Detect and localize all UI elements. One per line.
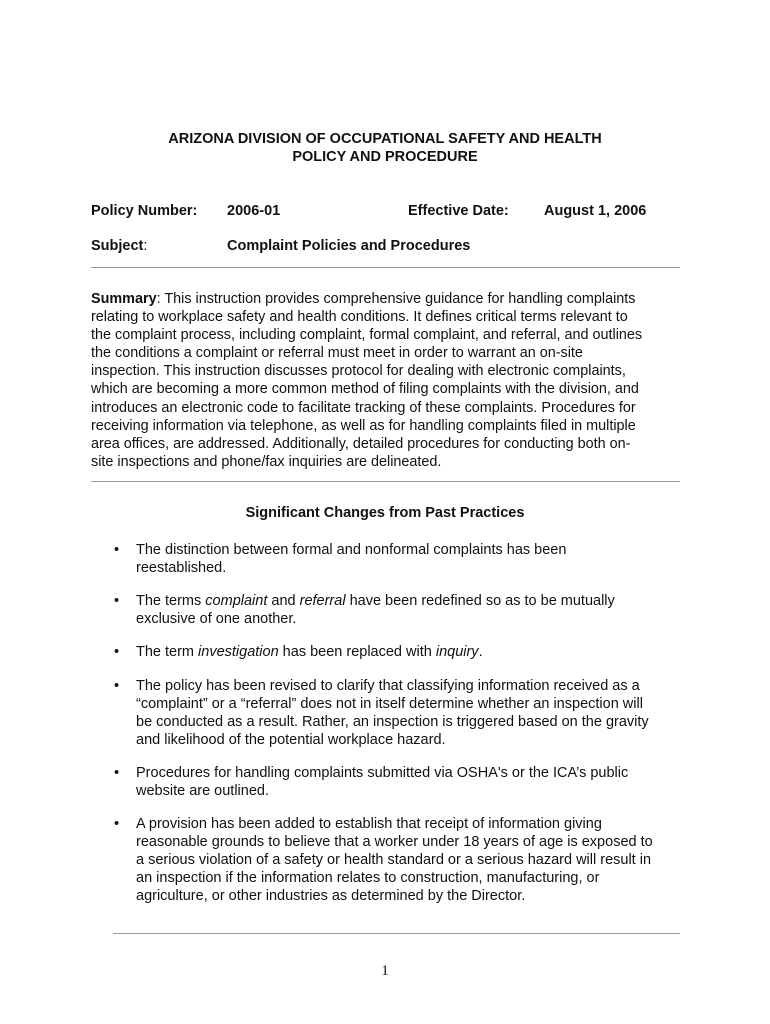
bullet-marker: •	[114, 593, 120, 609]
italic-term-referral: referral	[299, 593, 346, 609]
bullet-line: A provision has been added to establish that receipt of information giving	[136, 816, 602, 832]
subject-label	[91, 237, 147, 255]
bullet-item-policy-revised	[136, 677, 649, 749]
bullet-line	[136, 643, 483, 661]
text-fragment: .	[478, 644, 483, 660]
summary-line: receiving information via telephone, as well as for handling complaints filed in multiple	[91, 417, 636, 434]
bullet-marker: •	[114, 816, 120, 832]
bullet-line: agriculture, or other industries as determined by the Director.	[136, 888, 526, 905]
policy-number-value: 2006-01	[227, 203, 281, 219]
bullet-marker: •	[114, 542, 120, 558]
text-fragment: and	[267, 593, 300, 609]
effective-date-value: August 1, 2006	[544, 203, 647, 219]
summary-divider	[91, 481, 680, 482]
text-fragment: The terms	[136, 593, 206, 609]
bullet-item-website-procedures	[136, 764, 628, 800]
bullet-line: reestablished.	[136, 560, 227, 577]
summary-line: relating to workplace safety and health conditions. It defines critical terms relevant to	[91, 309, 628, 326]
bullet-item-formal-complaints	[136, 541, 566, 577]
text-fragment: The term	[136, 644, 199, 660]
bullet-line: exclusive of one another.	[136, 611, 297, 628]
text-fragment: have been redefined so as to be mutually	[345, 593, 615, 609]
bullet-line: a serious violation of a safety or health standard or a serious hazard will result in	[136, 852, 652, 869]
summary-first-line-text: : This instruction provides comprehensive guidance for handling complaints	[156, 291, 636, 307]
summary-line: introduces an electronic code to facilitate tracking of these complaints. Procedures for	[91, 399, 636, 416]
bullet-line: reasonable grounds to believe that a worker under 18 years of age is exposed to	[136, 834, 653, 851]
bullet-item-minor-worker-provision	[136, 815, 653, 905]
page-number: 1	[381, 963, 389, 979]
bullet-line: The distinction between formal and nonformal complaints has been	[136, 542, 567, 558]
summary-paragraph	[91, 290, 683, 471]
bullet-line	[136, 592, 615, 610]
bullet-line: an inspection if the information relates to construction, manufacturing, or	[136, 870, 600, 887]
italic-term-investigation: investigation	[198, 644, 279, 660]
summary-line: site inspections and phone/fax inquiries are delineated.	[91, 453, 442, 470]
summary-line	[91, 290, 683, 308]
summary-line: the complaint process, including complaint, formal complaint, and referral, and outlines	[91, 327, 643, 344]
bullet-item-terms-redefined	[136, 592, 615, 628]
bullet-line: The policy has been revised to clarify that classifying information received as a	[136, 678, 640, 694]
subject-label-colon: :	[143, 238, 148, 254]
document-title-line-1: ARIZONA DIVISION OF OCCUPATIONAL SAFETY AND HEALTH	[168, 131, 602, 147]
bullet-line: be conducted as a result. Rather, an inspection is triggered based on the gravity	[136, 714, 649, 731]
bullet-item-investigation-inquiry	[136, 643, 483, 661]
bullet-line: Procedures for handling complaints submitted via OSHA's or the ICA’s public	[136, 765, 629, 781]
subject-value: Complaint Policies and Procedures	[227, 238, 471, 254]
italic-term-inquiry: inquiry	[435, 644, 479, 660]
summary-line: which are becoming a more common method of filing complaints with the division, and	[91, 381, 639, 398]
footer-divider	[113, 933, 680, 934]
bullet-line: website are outlined.	[136, 783, 269, 800]
document-title-line-2: POLICY AND PROCEDURE	[292, 149, 478, 165]
bullet-marker: •	[114, 765, 120, 781]
policy-number-label: Policy Number:	[91, 203, 198, 219]
italic-term-complaint: complaint	[205, 593, 268, 609]
bullet-marker: •	[114, 644, 120, 660]
summary-label: Summary	[91, 291, 157, 307]
changes-heading: Significant Changes from Past Practices	[245, 505, 525, 521]
summary-line: the conditions a complaint or referral must meet in order to warrant an on-site	[91, 345, 583, 362]
header-divider	[91, 267, 680, 268]
subject-label-text: Subject	[91, 238, 144, 254]
effective-date-label: Effective Date:	[408, 203, 509, 219]
bullet-line: and likelihood of the potential workplace hazard.	[136, 732, 446, 749]
bullet-line: “complaint” or a “referral” does not in itself determine whether an inspection will	[136, 696, 643, 713]
summary-line: inspection. This instruction discusses protocol for dealing with electronic complaints,	[91, 363, 626, 380]
bullet-marker: •	[114, 678, 120, 694]
text-fragment: has been replaced with	[278, 644, 436, 660]
summary-line: area offices, are addressed. Additionally, detailed procedures for conducting both on-	[91, 435, 631, 452]
